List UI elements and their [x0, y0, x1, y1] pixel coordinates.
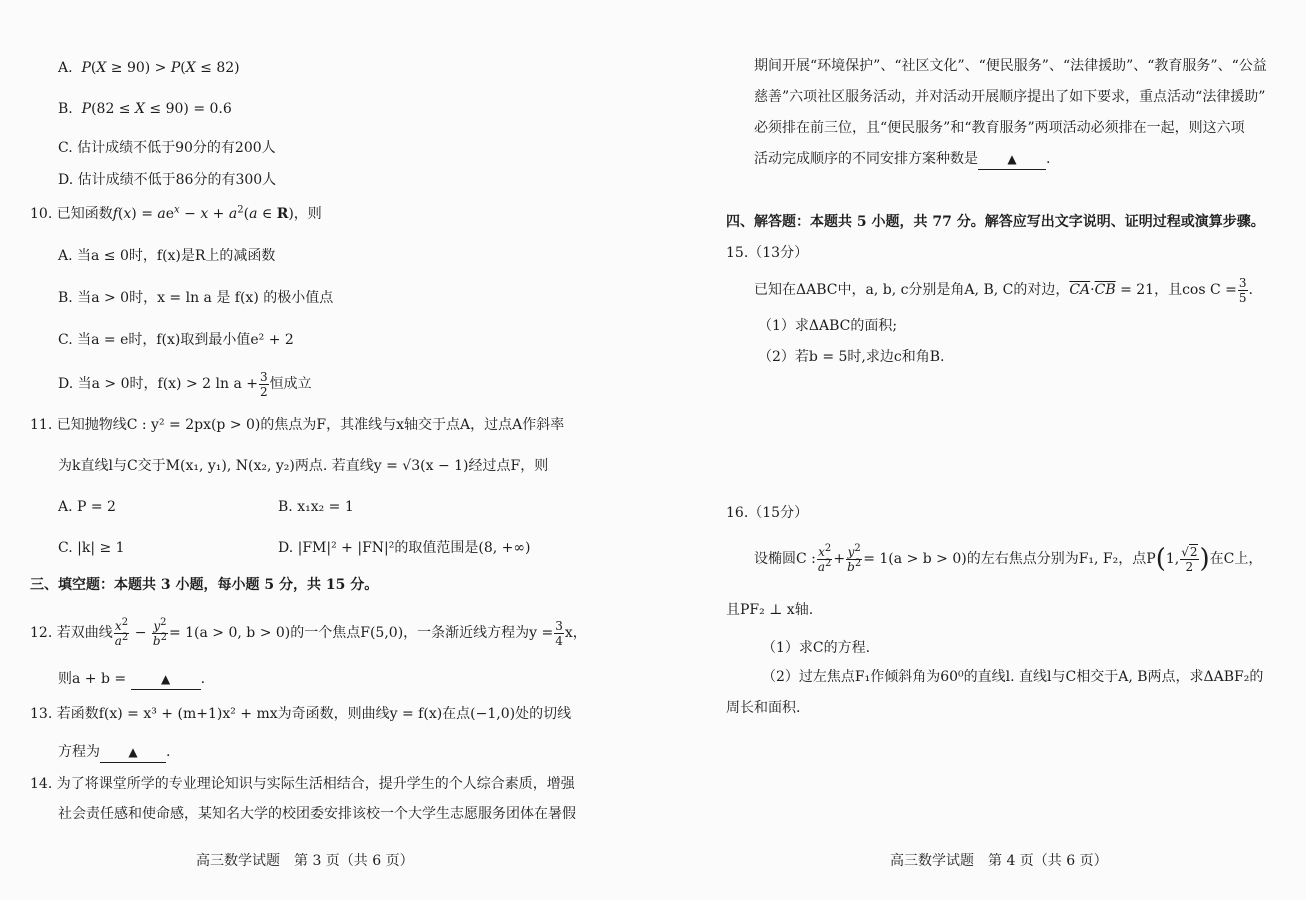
- section-3-heading: 三、填空题：本题共 3 小题，每小题 5 分，共 15 分。: [30, 577, 379, 593]
- q14-cont-line1: 期间开展“环境保护”、“社区文化”、“便民服务”、“法律援助”、“教育服务”、“公益: [754, 58, 1267, 74]
- q16-part1: （1）求C的方程.: [762, 640, 871, 656]
- q16-line2: 且PF₂ ⊥ x轴.: [726, 602, 814, 618]
- q9-option-c: C. 估计成绩不低于90分的有200人: [58, 140, 276, 156]
- q9-option-b: B. P(82 ≤ X ≤ 90) = 0.6: [58, 101, 232, 117]
- q12-line1: 12. 若双曲线 $\frac{x^2}{a^2}$ − $\frac{y^2}{b^2}$ = 1(a > 0, b > 0)的一个焦点F(5,0)，一条渐近线方程为y = $\frac{3}{4}$ x，: [30, 616, 587, 648]
- q11-option-b: B. x₁x₂ = 1: [278, 499, 354, 515]
- q14-cont-line4: 活动完成顺序的不同安排方案种数是 ▲ .: [754, 149, 1050, 170]
- right-page-footer: 高三数学试题 第 4 页（共 6 页）: [890, 853, 1108, 869]
- q12-number: 12.: [30, 625, 53, 641]
- q15-header: 15.（13分）: [726, 245, 809, 261]
- q15-part1: （1）求ΔABC的面积;: [758, 318, 898, 334]
- q13-line1: 13. 若函数f(x) = x³ + (m+1)x² + mx为奇函数，则曲线y = f(x)在点(−1,0)处的切线: [30, 706, 572, 722]
- q10-option-c: C. 当a = e时，f(x)取到最小值e² + 2: [58, 332, 294, 348]
- answer-blank: ▲: [100, 742, 166, 763]
- q10-stem: 10. 已知函数$f(x) = ae^x - x + a^2(a$ ∈ R)，则: [30, 204, 322, 222]
- q14-cont-line3: 必须排在前三位，且“便民服务”和“教育服务”两项活动必须排在一起，则这六项: [754, 120, 1245, 136]
- q10-number: 10.: [30, 206, 53, 222]
- q14-line2: 社会责任感和使命感，某知名大学的校团委安排该校一个大学生志愿服务团体在暑假: [58, 806, 576, 822]
- q9-option-d: D. 估计成绩不低于86分的有300人: [58, 172, 277, 188]
- q11-option-c: C. |k| ≥ 1: [58, 540, 125, 556]
- q14-number: 14.: [30, 776, 53, 792]
- q11-line1: 11. 已知抛物线C : y² = 2px(p > 0)的焦点为F，其准线与x轴交于点A，过点A作斜率: [30, 417, 565, 433]
- q11-option-d: D. |FM|² + |FN|²的取值范围是(8, +∞): [278, 540, 531, 556]
- q16-part2-cont: 周长和面积.: [726, 700, 801, 716]
- q15-stem: 已知在ΔABC中，a, b, c分别是角A, B, C的对边，$\overline{CA}\cdot\overline{CB} = 21$，且cos C = $\frac{3}{5}$ .: [754, 275, 1253, 305]
- q14-line1: 14. 为了将课堂所学的专业理论知识与实际生活相结合，提升学生的个人综合素质，增强: [30, 776, 575, 792]
- q10-option-b: B. 当a > 0时，x = ln a 是 f(x) 的极小值点: [58, 290, 334, 306]
- answer-blank: ▲: [978, 149, 1046, 170]
- fraction-3-2: $\frac{3}{2}$: [259, 369, 268, 399]
- answer-blank: ▲: [131, 669, 201, 690]
- q10-option-d: D. 当a > 0时，f(x) > 2 ln a + $\frac{3}{2}$ 恒成立: [58, 369, 312, 399]
- q12-line2: 则a + b = ▲ .: [58, 669, 205, 690]
- q11-number: 11.: [30, 417, 53, 433]
- q11-line2: 为k直线l与C交于M(x₁, y₁), N(x₂, y₂)两点. 若直线y = √3(x − 1)经过点F，则: [58, 458, 549, 474]
- q11-option-a: A. P = 2: [58, 499, 116, 515]
- q16-stem: 设椭圆C : $\frac{x^2}{a^2}$ + $\frac{y^2}{b^2}$ = 1(a > b > 0)的左右焦点分别为F₁, F₂，点P(1, $\frac{√2}{2}$ )在C上，: [754, 542, 1263, 574]
- q13-number: 13.: [30, 706, 53, 722]
- q14-cont-line2: 慈善”六项社区服务活动，并对活动开展顺序提出了如下要求，重点活动“法律援助”: [754, 89, 1266, 105]
- q13-line2: 方程为 ▲ .: [58, 742, 170, 763]
- q10-option-a: A. 当a ≤ 0时，f(x)是R上的减函数: [58, 248, 276, 264]
- q9-option-a: A. P(X ≥ 90) > P(X ≤ 82): [58, 60, 240, 76]
- q16-header: 16.（15分）: [726, 505, 809, 521]
- section-4-heading: 四、解答题：本题共 5 小题，共 77 分。解答应写出文字说明、证明过程或演算步骤。: [726, 214, 1265, 230]
- q15-part2: （2）若b = 5时,求边c和角B.: [758, 349, 945, 365]
- q16-part2: （2）过左焦点F₁作倾斜角为60⁰的直线l. 直线l与C相交于A, B两点，求ΔABF₂的: [762, 669, 1264, 685]
- left-page-footer: 高三数学试题 第 3 页（共 6 页）: [196, 853, 414, 869]
